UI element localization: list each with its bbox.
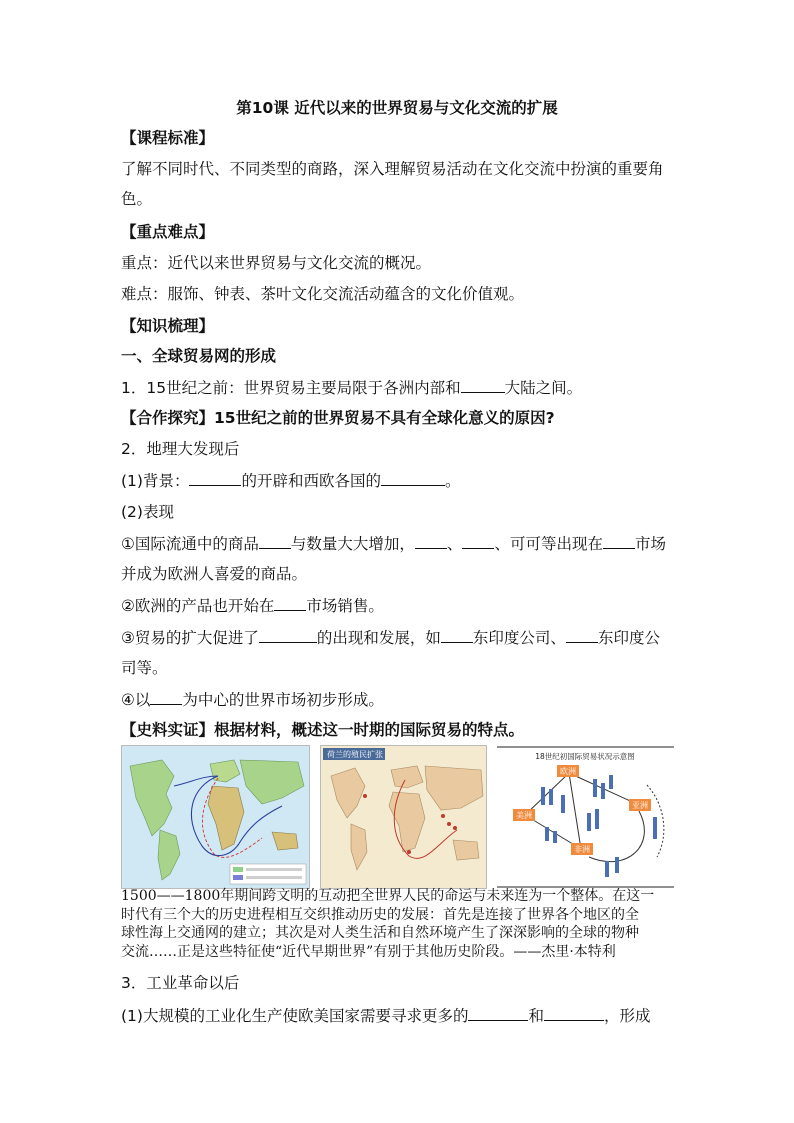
section-standard: 【课程标准】 bbox=[121, 129, 215, 147]
p1-text-b: 与数量大大增加， bbox=[290, 535, 415, 553]
fill-blank[interactable] bbox=[441, 627, 473, 643]
fill-blank[interactable] bbox=[461, 377, 505, 393]
fill-blank[interactable] bbox=[259, 533, 291, 549]
fill-blank[interactable] bbox=[189, 470, 241, 486]
ir-text-a: (1)大规模的工业化生产使欧美国家需要寻求更多的 bbox=[121, 1007, 469, 1025]
performance-heading: (2)表现 bbox=[121, 503, 174, 521]
ir-text-b: 和 bbox=[528, 1007, 544, 1025]
trade-diagram-title: 18世纪初国际贸易状况示意图 bbox=[535, 752, 635, 761]
perf-4 bbox=[121, 689, 384, 710]
quote-line-2: 时代有三个大的历史进程相互交织推动历史的发展：首先是连接了世界各个地区的全 bbox=[121, 906, 639, 923]
trade-diagram-1700s bbox=[497, 745, 674, 889]
section-key: 【重点难点】 bbox=[121, 223, 215, 241]
lesson-title: 第10课 近代以来的世界贸易与文化交流的扩展 bbox=[236, 99, 558, 117]
quote-line-4: 交流……正是这些特征使“近代早期世界”有别于其他历史阶段。——杰里·本特利 bbox=[121, 943, 616, 960]
p4-text-b: 为中心的世界市场初步形成。 bbox=[182, 691, 384, 709]
fill-blank[interactable] bbox=[468, 1005, 528, 1021]
p1-text-a: ①国际流通中的商品 bbox=[121, 535, 259, 553]
node-africa: 非洲 bbox=[574, 845, 590, 854]
p4-text-a: ④以 bbox=[121, 691, 151, 709]
dutch-map-svg bbox=[321, 746, 487, 889]
key-point: 重点：近代以来世界贸易与文化交流的概况。 bbox=[121, 254, 432, 272]
voyage-map-svg bbox=[122, 746, 310, 889]
p2-text-a: ②欧洲的产品也开始在 bbox=[121, 597, 275, 615]
standard-text-line2: 色。 bbox=[121, 190, 153, 208]
fill-blank[interactable] bbox=[415, 533, 447, 549]
node-asia: 亚洲 bbox=[632, 801, 648, 810]
p1-text-e: 市场 bbox=[634, 535, 666, 553]
node-europe: 欧洲 bbox=[560, 767, 576, 776]
bg-text-a: (1)背景： bbox=[121, 472, 190, 490]
background-line bbox=[121, 470, 461, 491]
perf-3-line1 bbox=[121, 627, 660, 648]
perf-1-line1 bbox=[121, 533, 666, 554]
fill-blank[interactable] bbox=[566, 627, 598, 643]
item-3: 3．工业革命以后 bbox=[121, 974, 240, 992]
fill-blank[interactable] bbox=[381, 470, 445, 486]
dutch-expansion-map bbox=[320, 745, 487, 889]
bg-text-b: 的开辟和西欧各国的 bbox=[241, 472, 381, 490]
p3-text-a: ③贸易的扩大促进了 bbox=[121, 629, 259, 647]
item-1-text-a: 1．15世纪之前：世界贸易主要局限于各洲内部和 bbox=[121, 379, 461, 397]
section-review: 【知识梳理】 bbox=[121, 317, 215, 335]
fill-blank[interactable] bbox=[274, 595, 306, 611]
fill-blank[interactable] bbox=[150, 689, 182, 705]
fill-blank[interactable] bbox=[544, 1005, 604, 1021]
item-1 bbox=[121, 377, 582, 398]
explore-question bbox=[121, 408, 555, 428]
voyage-routes-map bbox=[121, 745, 310, 889]
p3-text-c: 东印度公司、 bbox=[472, 629, 566, 647]
evidence-question bbox=[121, 720, 524, 740]
industrial-line bbox=[121, 1005, 651, 1026]
p1-text-d: 、可可等出现在 bbox=[494, 535, 603, 553]
item-1-text-b: 大陆之间。 bbox=[504, 379, 583, 397]
trade-diagram-svg bbox=[497, 745, 674, 889]
p3-text-d: 东印度公 bbox=[597, 629, 660, 647]
perf-1-line2: 并成为欧洲人喜爱的商品。 bbox=[121, 565, 308, 583]
evidence-label: 【史料实证】 bbox=[121, 721, 215, 739]
quote-line-1: 1500——1800年期间跨文明的互动把全世界人民的命运与未来连为一个整体。在这一 bbox=[121, 888, 655, 904]
node-america: 美洲 bbox=[516, 811, 532, 820]
item-2: 2．地理大发现后 bbox=[121, 440, 240, 458]
perf-2 bbox=[121, 595, 384, 616]
source-images bbox=[121, 745, 674, 889]
p2-text-b: 市场销售。 bbox=[306, 597, 384, 615]
bg-text-c: 。 bbox=[444, 472, 461, 490]
explore-text: 【合作探究】15世纪之前的世界贸易不具有全球化意义的原因? bbox=[121, 409, 555, 427]
fill-blank[interactable] bbox=[603, 533, 635, 549]
p3-text-b: 的出现和发展，如 bbox=[316, 629, 441, 647]
fill-blank[interactable] bbox=[259, 627, 317, 643]
heading-global-trade: 一、全球贸易网的形成 bbox=[121, 347, 277, 365]
dutch-map-title: 荷兰的殖民扩张 bbox=[327, 750, 383, 759]
quote-line-3: 球性海上交通网的建立；其次是对人类生活和自然环境产生了深深影响的全球的物种 bbox=[121, 925, 639, 941]
standard-text-line1: 了解不同时代、不同类型的商路，深入理解贸易活动在文化交流中扮演的重要角 bbox=[121, 160, 664, 178]
bentley-quote bbox=[121, 887, 674, 961]
p1-text-c: 、 bbox=[446, 535, 463, 553]
perf-3-line2: 司等。 bbox=[121, 659, 168, 677]
ir-text-c: ，形成 bbox=[603, 1007, 651, 1025]
difficulty-point: 难点：服饰、钟表、茶叶文化交流活动蕴含的文化价值观。 bbox=[121, 285, 525, 303]
fill-blank[interactable] bbox=[462, 533, 494, 549]
evidence-text: 根据材料，概述这一时期的国际贸易的特点。 bbox=[214, 721, 525, 739]
